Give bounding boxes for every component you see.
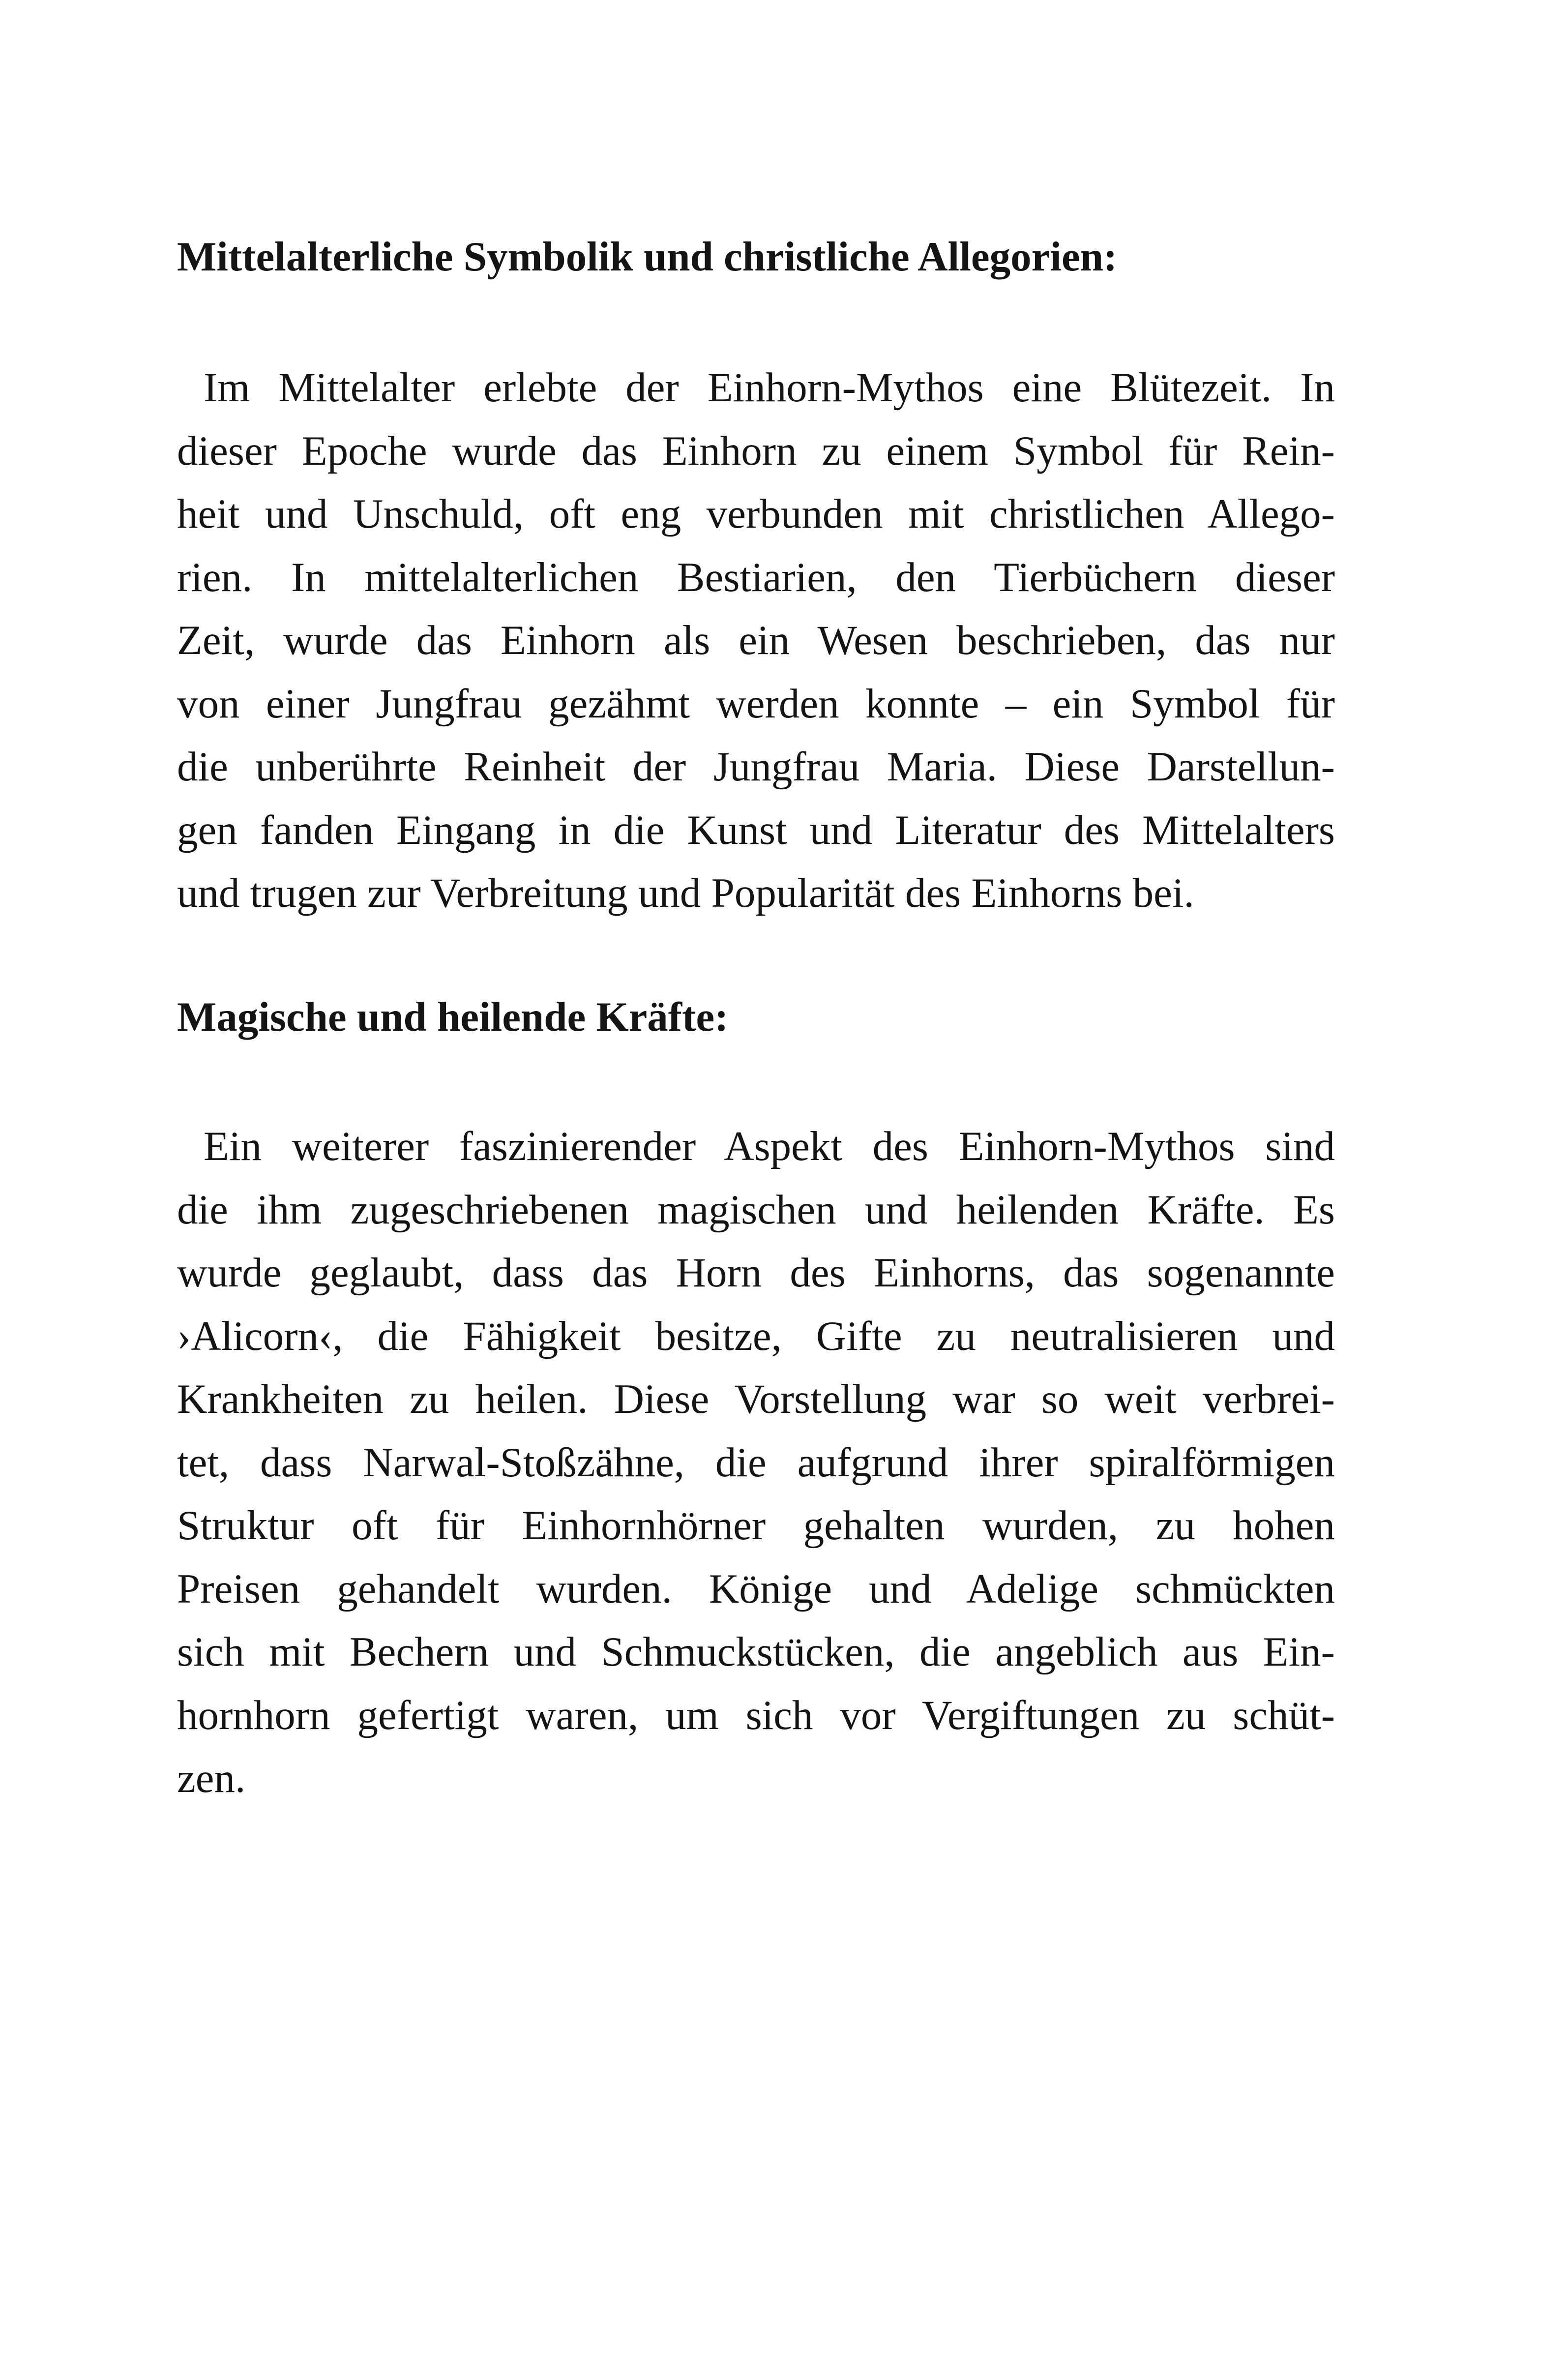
text-line: wurde geglaubt, dass das Horn des Einhorns, das sogenannte [177,1250,1335,1296]
text-line: zen. [177,1755,246,1801]
text-line: hornhorn gefertigt waren, um sich vor Vergiftungen zu schüt- [177,1692,1335,1738]
text-line: sich mit Bechern und Schmuckstücken, die angeblich aus Ein- [177,1629,1335,1675]
text-line: Preisen gehandelt wurden. Könige und Adelige schmückten [177,1565,1335,1612]
text-line: Zeit, wurde das Einhorn als ein Wesen beschrieben, das nur [177,617,1335,663]
text-line: heit und Unschuld, oft eng verbunden mit christlichen Allego- [177,491,1335,537]
text-line: dieser Epoche wurde das Einhorn zu einem Symbol für Rein- [177,427,1335,474]
text-line: Struktur oft für Einhornhörner gehalten wurden, zu hohen [177,1502,1335,1549]
section-heading-kraefte [177,992,1367,1042]
heading-colon: : [1103,234,1118,280]
section-heading-symbolik [177,232,1367,281]
section-heading-text: Mittelalterliche Symbolik und christliche Allegorien [177,234,1103,280]
text-line: Krankheiten zu heilen. Diese Vorstellung war so weit verbrei- [177,1376,1335,1422]
text-line: von einer Jungfrau gezähmt werden konnte – ein Symbol für [177,680,1335,727]
text-line: ›Alicorn‹, die Fähigkeit besitze, Gifte zu neutralisieren und [177,1313,1335,1359]
text-line: tet, dass Narwal-Stoßzähne, die aufgrund ihrer spiralförmigen [177,1439,1335,1486]
text-line: rien. In mittelalterlichen Bestiarien, den Tierbüchern dieser [177,554,1335,600]
text-line: die ihm zugeschriebenen magischen und heilenden Kräfte. Es [177,1186,1335,1233]
section-heading-text: Magische und heilende Kräfte [177,994,715,1040]
text-line: gen fanden Eingang in die Kunst und Literatur des Mittelalters [177,806,1335,853]
paragraph-kraefte [177,1122,1335,1817]
paragraph-symbolik [177,363,1335,932]
text-line: die unberührte Reinheit der Jungfrau Maria. Diese Darstellun- [177,744,1335,790]
text-line: Ein weiterer faszinierender Aspekt des Einhorn-Mythos sind [204,1123,1335,1169]
text-line: und trugen zur Verbreitung und Popularität des Einhorns bei. [177,870,1194,916]
heading-colon: : [714,994,729,1040]
text-line: Im Mittelalter erlebte der Einhorn-Mythos eine Blütezeit. In [204,364,1335,411]
